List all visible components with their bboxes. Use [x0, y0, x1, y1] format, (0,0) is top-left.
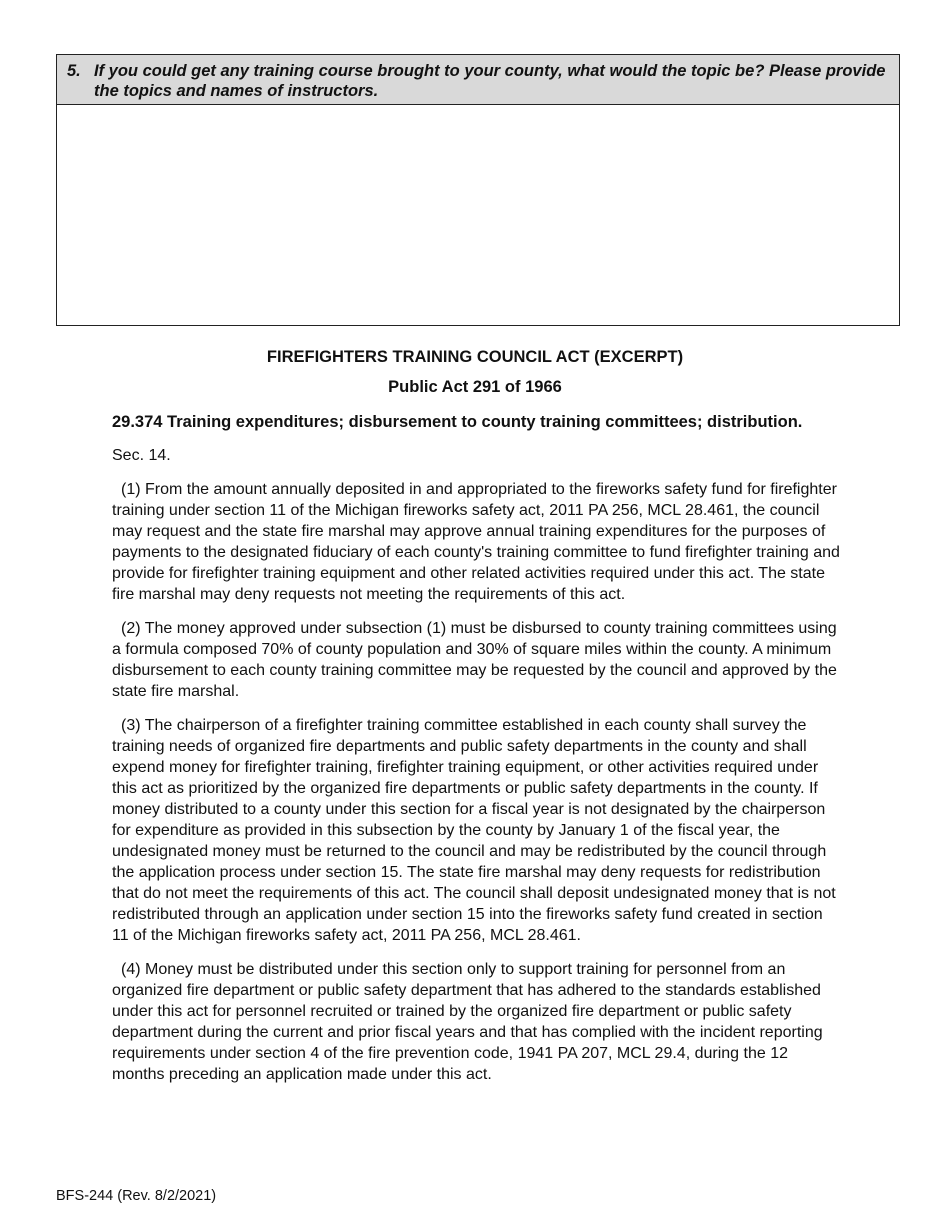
paragraph-2: (2) The money approved under subsection (1) must be disbursed to county training committees using a formula composed 70% of county population and 30% of square miles within the county. A minimum disbursement to each county training committee may be requested by the council and approved by the state fire marshal. — [112, 620, 837, 700]
question-number: 5. — [67, 62, 81, 80]
question-5-answer-field[interactable] — [57, 105, 899, 325]
section-heading: 29.374 Training expenditures; disbursement to county training committees; distribution. — [112, 413, 803, 431]
act-title: FIREFIGHTERS TRAINING COUNCIL ACT (EXCERPT) — [266, 348, 684, 366]
paragraph-4: (4) Money must be distributed under this section only to support training for personnel from an organized fire department or public safety department that has adhered to the standards established under this act for personnel recruited or trained by the organized fire department or public safety department during the current and prior fiscal years and that has complied with the incident reporting requirements under section 4 of the fire prevention code, 1941 PA 207, MCL 29.4, during the 12 months preceding an application made under this act. — [112, 961, 823, 1083]
act-excerpt — [112, 412, 842, 1098]
form-footer-id: BFS-244 (Rev. 8/2/2021) — [56, 1188, 217, 1204]
act-subtitle: Public Act 291 of 1966 — [388, 378, 562, 396]
paragraph-1: (1) From the amount annually deposited in and appropriated to the fireworks safety fund for firefighter training under section 11 of the Michigan fireworks safety act, 2011 PA 256, MCL 28.461, the council may request and the state fire marshal may approve annual training expenditures for the purposes of payments to the designated fiduciary of each county's training committee to fund firefighter training and provide for firefighter training equipment and other related activities required under this act. The state fire marshal may deny requests not meeting the requirements of this act. — [112, 481, 840, 603]
section-label: Sec. 14. — [112, 447, 171, 464]
question-5-box — [56, 54, 900, 326]
paragraph-3: (3) The chairperson of a firefighter training committee established in each county shall survey the training needs of organized fire departments and public safety departments in the county and shall expend money for firefighter training, firefighter training equipment, or other activities required under this act as prioritized by the organized fire departments or public safety departments in the county. If money distributed to a county under this section for a fiscal year is not designated by the chairperson for expenditure as provided in this subsection by the county by January 1 of the fiscal year, the undesignated money must be returned to the council and may be redistributed by the council through the application process under section 15. The state fire marshal may deny requests for redistribution that do not meet the requirements of this act. The council shall deposit undesignated money that is not redistributed through an application under section 15 into the fireworks safety fund created in section 11 of the Michigan fireworks safety act, 2011 PA 256, MCL 28.461. — [112, 717, 836, 944]
question-5-header — [57, 55, 899, 105]
question-text: If you could get any training course brought to your county, what would the topic be? Please provide the topics and names of instructors. — [94, 62, 886, 100]
